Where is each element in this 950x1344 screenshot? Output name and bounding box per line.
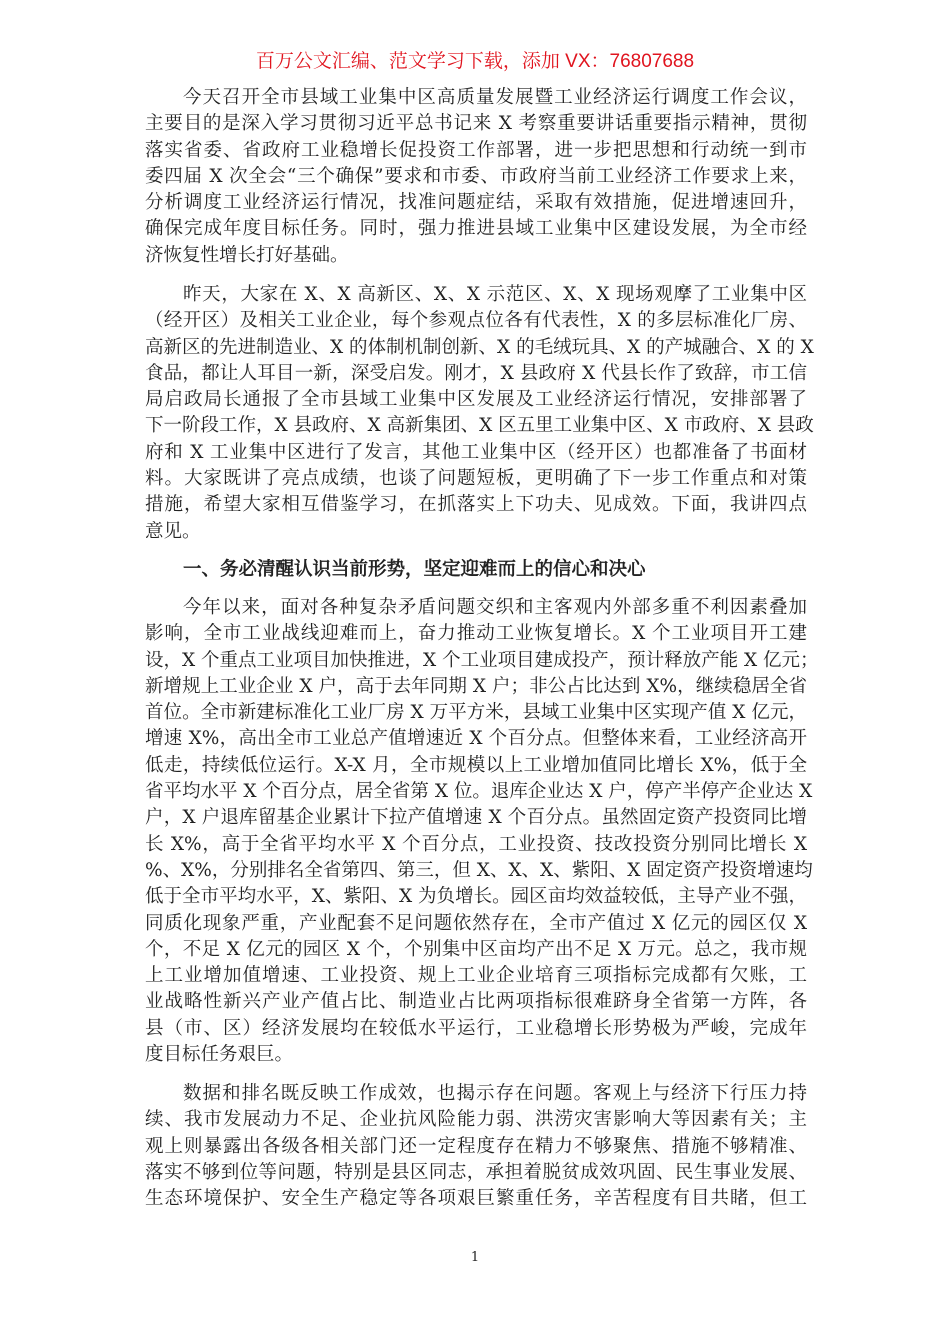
paragraph-analysis [145,1081,807,1212]
text-line: 昨天，大家在 X、X 高新区、X、X 示范区、X、X 现场观摩了工业集中区 [183,284,807,305]
paragraph-intro [145,85,807,269]
text-line: （经开区）及相关工业企业，每个参观点位各有代表性，X 的多层标准化厂房、 [145,310,807,332]
text-line: 局启政局长通报了全市县域工业集中区发展及工业经济运行情况，安排部署了 [145,389,807,411]
text-line: 低走，持续低位运行。X-X 月，全市规模以上工业增加值同比增长 X%，低于全 [145,754,807,776]
text-line: 观上则暴露出各级各相关部门还一定程度存在精力不够聚焦、措施不够精准、 [145,1135,807,1157]
text-line: 高新区的先进制造业、X 的体制机制创新、X 的毛绒玩具、X 的产城融合、X 的 X [145,336,814,358]
text-line: 首位。全市新建标准化工业厂房 X 万平方米，县域工业集中区实现产值 X 亿元， [145,702,807,724]
text-line: 长 X%，高于全省平均水平 X 个百分点，工业投资、技改投资分别同比增长 X [145,833,807,855]
text-line: 料。大家既讲了亮点成绩，也谈了问题短板，更明确了下一步工作重点和对策 [145,468,807,490]
text-line: 府和 X 工业集中区进行了发言，其他工业集中区（经开区）也都准备了书面材 [145,441,807,463]
text-line: 增速 X%，高出全市工业总产值增速近 X 个百分点。但整体来看，工业经济高开 [145,728,807,750]
text-line: 食品，都让人耳目一新，深受启发。刚才，X 县政府 X 代县长作了致辞，市工信 [145,362,807,384]
text-line: 度目标任务艰巨。 [145,1044,294,1066]
text-line: 省平均水平 X 个百分点，居全省第 X 位。退库企业达 X 户，停产半停产企业达 X [145,781,813,803]
text-line: 业战略性新兴产业产值占比、制造业占比两项指标很难跻身全省第一方阵，各 [145,991,807,1013]
section-heading: 一、务必清醒认识当前形势，坚定迎难而上的信心和决心 [183,559,646,580]
text-line: 县（市、区）经济发展均在较低水平运行，工业稳增长形势极为严峻，完成年 [145,1017,807,1039]
text-line: 下一阶段工作，X 县政府、X 高新集团、X 区五里工业集中区、X 市政府、X 县政 [145,415,814,437]
text-line: 今天召开全市县域工业集中区高质量发展暨工业经济运行调度工作会议， [183,87,807,108]
text-line: 数据和排名既反映工作成效，也揭示存在问题。客观上与经济下行压力持 [183,1083,807,1104]
text-line: 落实不够到位等问题，特别是县区同志，承担着脱贫成效巩固、民生事业发展、 [145,1161,807,1183]
paragraph-yesterday [145,282,814,545]
text-line: 今年以来，面对各种复杂矛盾问题交织和主客观内外部多重不利因素叠加 [183,597,807,618]
text-line: 新增规上工业企业 X 户，高于去年同期 X 户；非公占比达到 X%，继续稳居全省 [145,675,807,697]
text-line: 户，X 户退库留基企业累计下拉产值增速 X 个百分点。虽然固定资产投资同比增 [145,807,807,829]
text-line: %、X%，分别排名全省第四、第三，但 X、X、X、紫阳、X 固定资产投资增速均 [145,859,813,881]
paragraph-situation [145,595,819,1068]
watermark-header: 百万公文汇编、范文学习下载，添加 VX：76807688 [255,51,695,72]
text-line: 委四届 X 次全会“三个确保”要求和市委、市政府当前工业经济工作要求上来， [145,165,807,187]
text-line: 分析调度工业经济运行情况，找准问题症结，采取有效措施，促进增速回升， [145,192,807,214]
text-line: 同质化现象严重，产业配套不足问题依然存在，全市产值过 X 亿元的园区仅 X [145,912,807,934]
text-line: 措施，希望大家相互借鉴学习，在抓落实上下功夫、见成效。下面，我讲四点 [145,494,807,516]
text-line: 生态环境保护、安全生产稳定等各项艰巨繁重任务，辛苦程度有目共睹，但工 [145,1188,807,1210]
text-line: 意见。 [145,520,201,542]
text-line: 个，不足 X 亿元的园区 X 个，个别集中区亩均产出不足 X 万元。总之，我市规 [145,938,807,960]
text-line: 主要目的是深入学习贯彻习近平总书记来 X 考察重要讲话重要指示精神，贯彻 [145,113,807,135]
text-line: 落实省委、省政府工业稳增长促投资工作部署，进一步把思想和行动统一到市 [145,139,807,161]
text-line: 设，X 个重点工业项目加快推进，X 个工业项目建成投产，预计释放产能 X 亿元； [145,649,819,671]
page-number: 1 [470,1250,480,1265]
text-line: 济恢复性增长打好基础。 [145,244,349,266]
text-line: 上工业增加值增速、工业投资、规上工业企业培育三项指标完成都有欠账，工 [145,965,807,987]
text-line: 低于全市平均水平，X、紫阳、X 为负增长。园区亩均效益较低，主导产业不强， [145,886,807,908]
text-line: 影响，全市工业战线迎难而上，奋力推动工业恢复增长。X 个工业项目开工建 [145,623,807,645]
text-line: 续、我市发展动力不足、企业抗风险能力弱、洪涝灾害影响大等因素有关；主 [145,1109,807,1131]
text-line: 确保完成年度目标任务。同时，强力推进县域工业集中区建设发展，为全市经 [145,218,807,240]
